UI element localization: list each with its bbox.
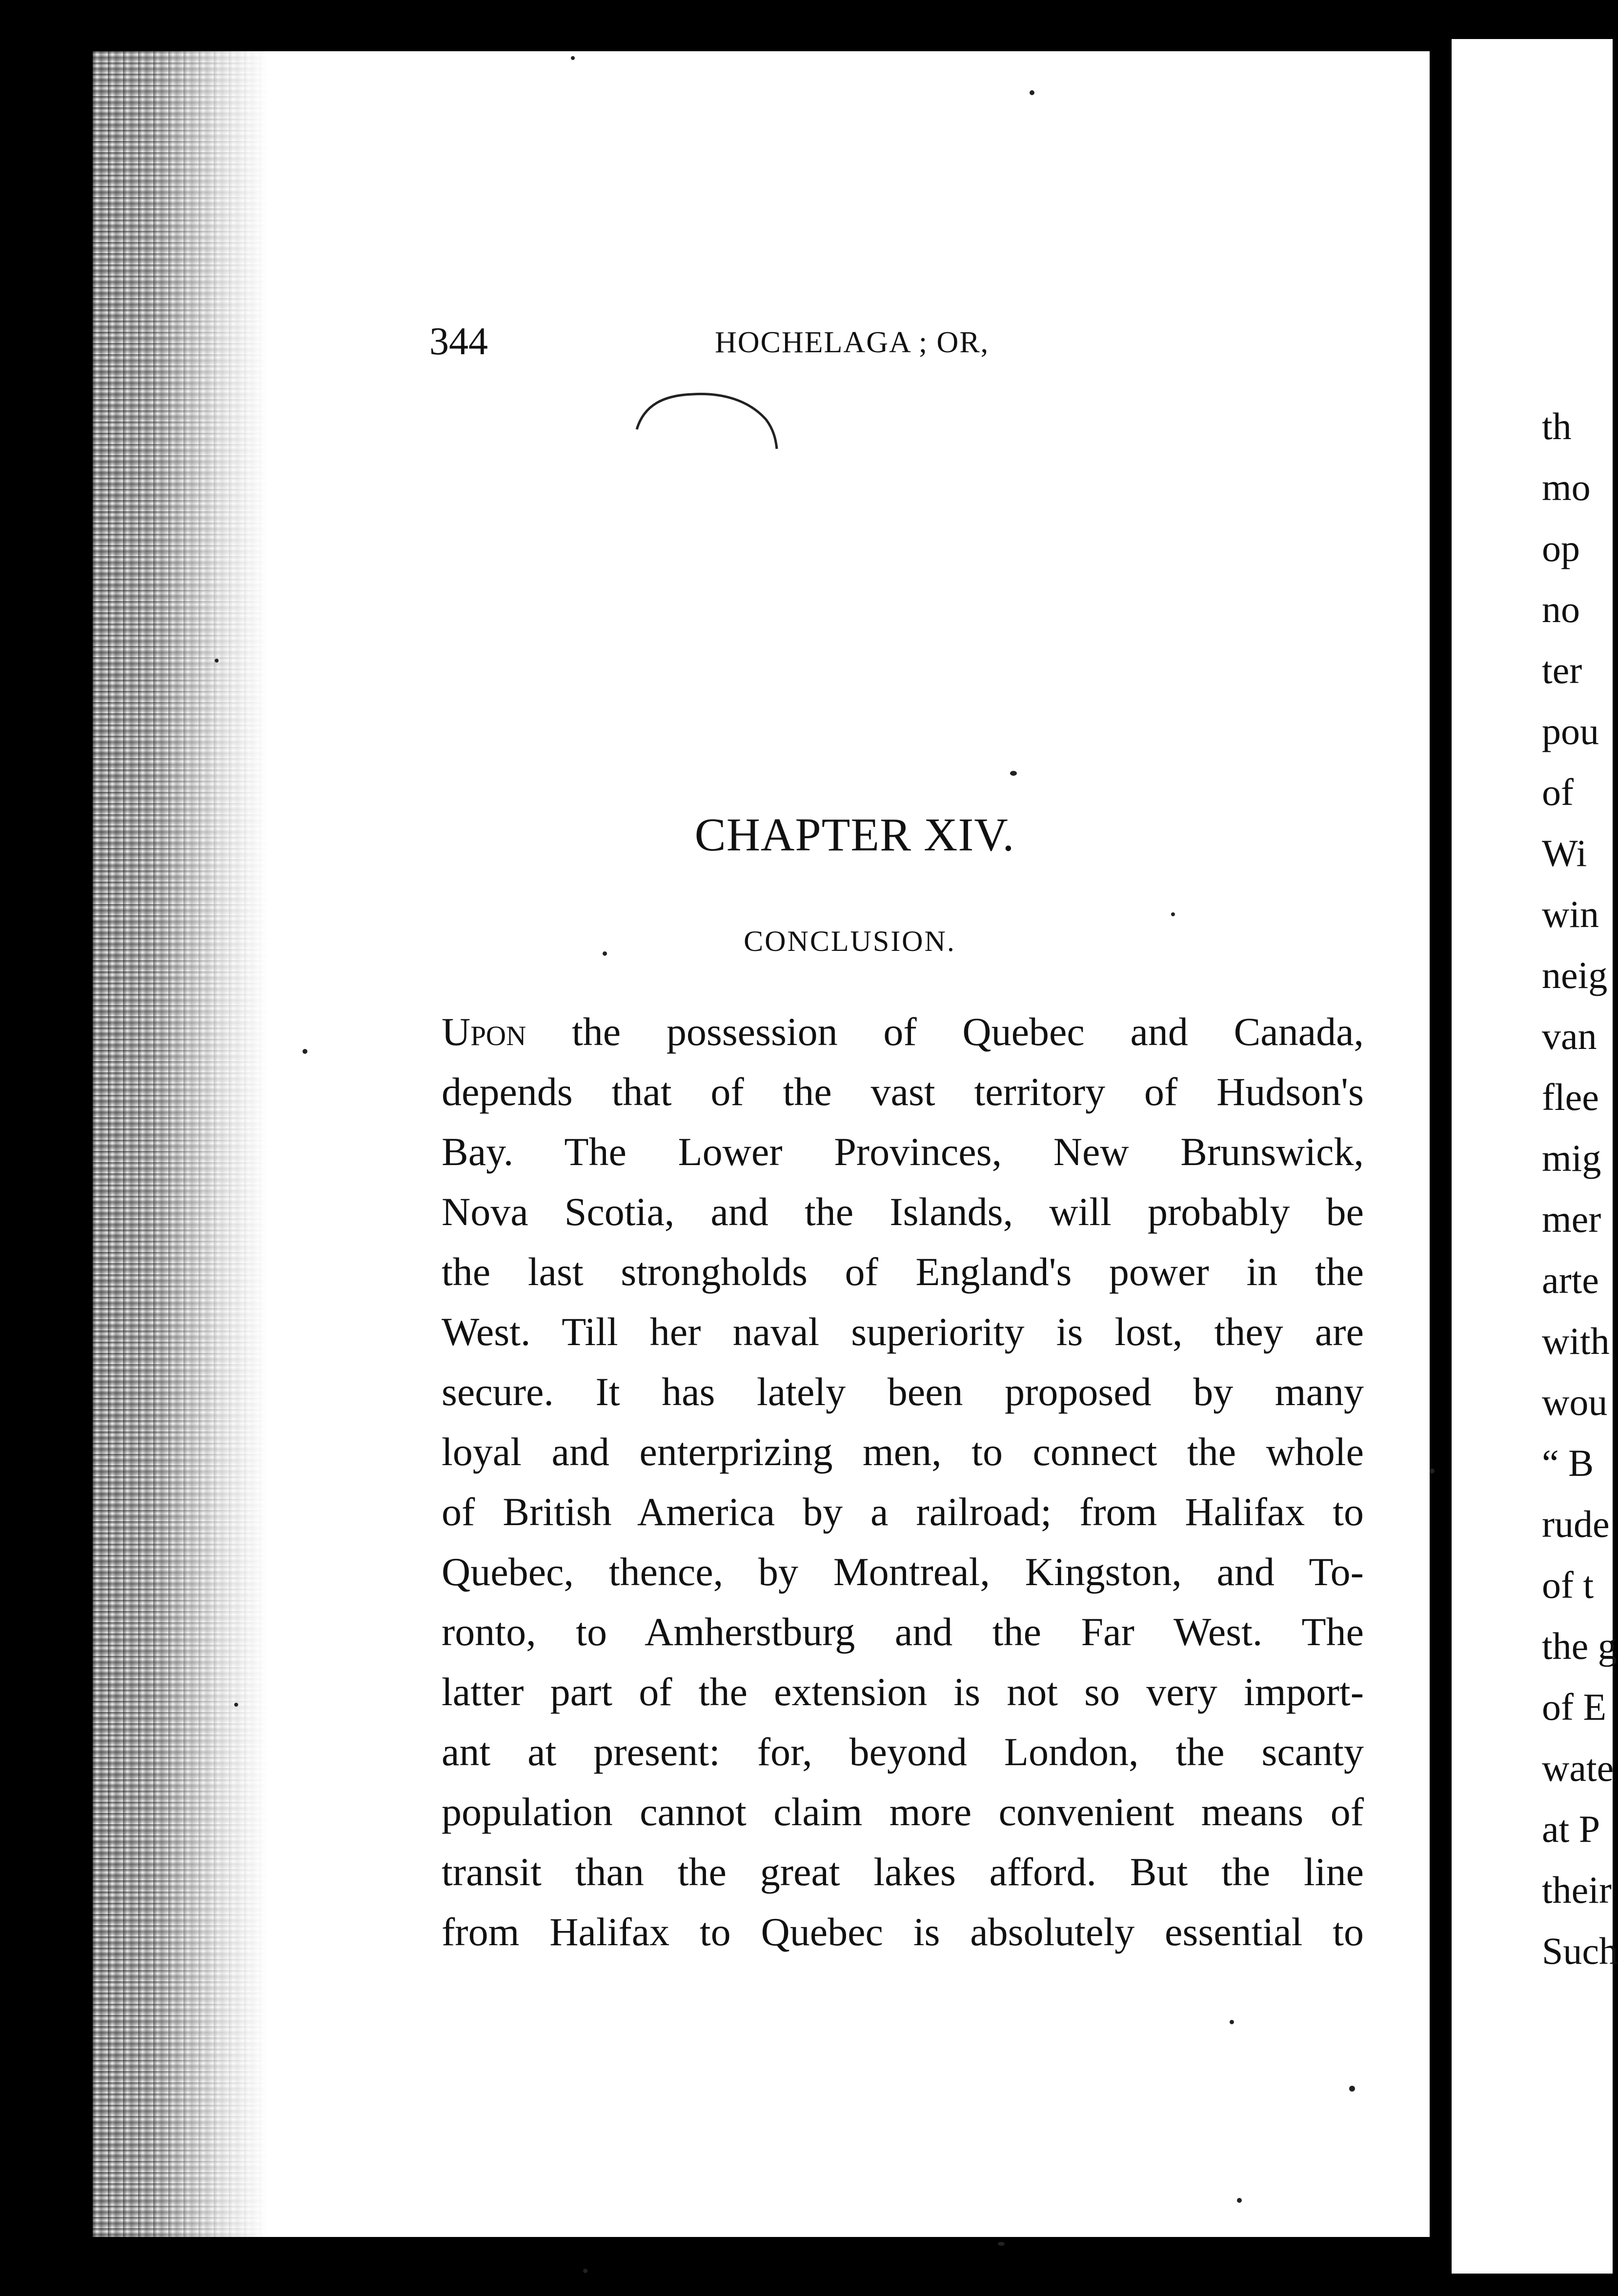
scan-speck bbox=[571, 56, 575, 60]
body-line: ant at present: for, beyond London, the scanty bbox=[442, 1730, 1364, 1774]
scan-speck bbox=[998, 2242, 1005, 2246]
facing-line: arte bbox=[1542, 1259, 1599, 1301]
facing-line: rude bbox=[1542, 1503, 1610, 1545]
facing-line: wate bbox=[1542, 1747, 1614, 1789]
facing-line: of E bbox=[1542, 1686, 1607, 1728]
scan-speck bbox=[1237, 2198, 1242, 2203]
opening-word: Upon bbox=[442, 1009, 526, 1054]
body-line: Quebec, thence, by Montreal, Kingston, and To- bbox=[442, 1550, 1364, 1594]
facing-line: mo bbox=[1542, 466, 1591, 508]
facing-line: with bbox=[1542, 1320, 1610, 1362]
body-line: West. Till her naval superiority is lost, they are bbox=[442, 1309, 1364, 1354]
scan-speck bbox=[1230, 2020, 1234, 2024]
facing-line: at P bbox=[1542, 1808, 1600, 1850]
body-line: ronto, to Amherstburg and the Far West. The bbox=[442, 1610, 1364, 1654]
scan-speck bbox=[303, 1049, 307, 1054]
facing-line: of bbox=[1542, 771, 1574, 813]
facing-line: Wi bbox=[1542, 832, 1587, 874]
scan-speck bbox=[583, 2269, 587, 2273]
facing-line: the g bbox=[1542, 1625, 1617, 1667]
facing-line: van bbox=[1542, 1015, 1597, 1057]
body-line: secure. It has lately been proposed by many bbox=[442, 1370, 1364, 1414]
body-line: Bay. The Lower Provinces, New Brunswick, bbox=[442, 1129, 1364, 1174]
running-head: HOCHELAGA ; OR, bbox=[715, 326, 990, 359]
facing-line: win bbox=[1542, 893, 1599, 935]
body-line: Upon the possession of Quebec and Canada, bbox=[442, 1009, 1364, 1054]
body-line: population cannot claim more convenient means of bbox=[442, 1790, 1364, 1834]
facing-line: their bbox=[1542, 1869, 1612, 1911]
body-line: depends that of the vast territory of Hudson's bbox=[442, 1069, 1364, 1114]
section-title: CONCLUSION. bbox=[744, 925, 956, 957]
facing-page-fragment bbox=[1452, 39, 1618, 2274]
body-line: loyal and enterprizing men, to connect the whole bbox=[442, 1430, 1364, 1474]
scan-speck bbox=[215, 659, 219, 663]
chapter-title: CHAPTER XIV. bbox=[694, 808, 1015, 861]
facing-line: mig bbox=[1542, 1137, 1601, 1179]
scan-speck bbox=[1171, 912, 1175, 916]
scan-speck bbox=[1430, 1469, 1435, 1473]
facing-line: wou bbox=[1542, 1381, 1608, 1423]
scan-speck bbox=[1030, 90, 1034, 95]
scan-speck bbox=[1010, 771, 1017, 776]
facing-line: ter bbox=[1542, 649, 1582, 691]
facing-line: Such bbox=[1542, 1930, 1618, 1972]
body-line: Nova Scotia, and the Islands, will probably be bbox=[442, 1189, 1364, 1234]
facing-line: “ B bbox=[1542, 1442, 1594, 1484]
facing-line: mer bbox=[1542, 1198, 1601, 1240]
body-line: latter part of the extension is not so very import- bbox=[442, 1670, 1364, 1714]
facing-line: th bbox=[1542, 405, 1572, 447]
page-number: 344 bbox=[429, 320, 488, 363]
scan-speck bbox=[603, 951, 607, 956]
scan-gutter-noise bbox=[93, 51, 268, 2237]
body-line: transit than the great lakes afford. But the line bbox=[442, 1850, 1364, 1894]
pencil-mark bbox=[634, 385, 790, 459]
page-header bbox=[429, 320, 1366, 373]
body-line: from Halifax to Quebec is absolutely essential to bbox=[442, 1910, 1364, 1954]
facing-line: pou bbox=[1542, 710, 1599, 752]
facing-line: no bbox=[1542, 588, 1580, 630]
scan-speck bbox=[234, 1703, 238, 1707]
facing-line: neig bbox=[1542, 954, 1608, 996]
facing-line: of t bbox=[1542, 1564, 1594, 1606]
facing-line: op bbox=[1542, 527, 1580, 569]
facing-line: flee bbox=[1542, 1076, 1599, 1118]
body-line: the last strongholds of England's power in the bbox=[442, 1249, 1364, 1294]
body-line: of British America by a railroad; from Halifax to bbox=[442, 1490, 1364, 1534]
scan-speck bbox=[1349, 2086, 1355, 2092]
